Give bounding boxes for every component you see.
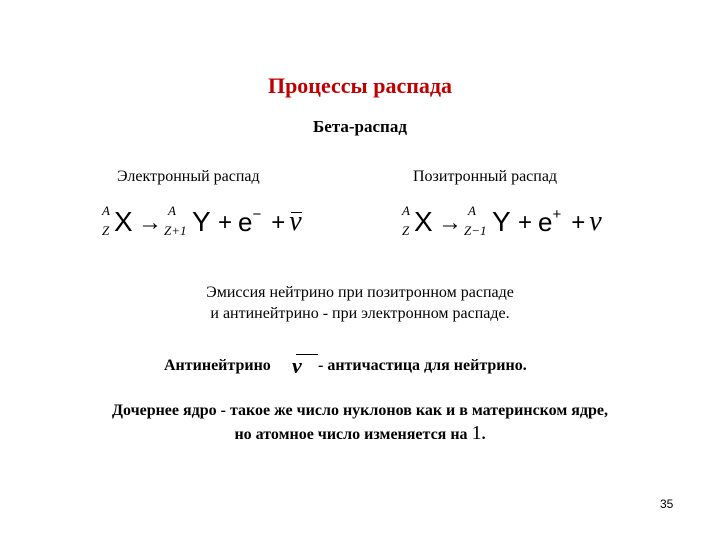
antineutrino-symbol-icon: ν [292,353,302,378]
emission-line-1: Эмиссия нейтрино при позитронном распаде [206,284,514,301]
plus-sign: + [271,209,286,236]
plus-sign: + [518,209,533,236]
antineutrino-description: - античастица для нейтрино. [318,357,527,374]
atomic-number: Z [102,223,110,238]
emission-note [0,282,720,324]
page-number: 35 [660,497,674,511]
daughter-symbol: Y [492,206,511,237]
neutrino-icon: ν [589,206,602,237]
atomic-number: Z−1 [464,223,487,238]
mass-number: A [402,203,410,218]
positron-particle [538,207,561,242]
daughter-nucleus-note [0,400,720,446]
electron-decay-heading: Электронный распад [117,168,260,185]
daughter-symbol: Y [192,206,211,237]
antineutrino-icon: ν [289,206,302,237]
daughter-nucleus [462,198,514,248]
parent-nucleus [402,198,438,248]
plus-sign: + [571,209,586,236]
daughter-line-2-number: 1 [471,422,482,444]
daughter-line-2-text: но атомное число изменяется на [234,426,468,443]
electron-charge: − [252,206,262,223]
parent-symbol: X [114,206,133,237]
positron-decay-heading: Позитронный распад [413,168,558,185]
slide-subtitle: Бета-распад [313,117,407,136]
daughter-line-2 [0,422,720,446]
positron-decay-formula [402,198,602,248]
arrow-icon: → [438,209,462,236]
daughter-line-1: Дочернее ядро - такое же число нуклонов как и в материнском ядре, [111,402,609,419]
daughter-line-2-end: . [481,426,486,443]
antineutrino-label: Антинейтрино [164,357,271,374]
positron-charge: + [552,206,562,223]
electron-particle [238,207,261,242]
positron-symbol: e [538,207,553,237]
daughter-nucleus [162,198,214,248]
mass-number: A [468,203,476,218]
plus-sign: + [218,209,233,236]
mass-number: A [102,203,110,218]
mass-number: A [168,203,176,218]
atomic-number: Z+1 [164,223,187,238]
electron-decay-formula [102,198,302,248]
atomic-number: Z [402,223,410,238]
arrow-icon: → [138,209,162,236]
emission-line-2: и антинейтрино - при электронном распаде. [210,305,510,322]
slide-title: Процессы распада [267,73,453,98]
parent-symbol: X [414,206,433,237]
parent-nucleus [102,198,138,248]
electron-symbol: e [238,207,253,237]
